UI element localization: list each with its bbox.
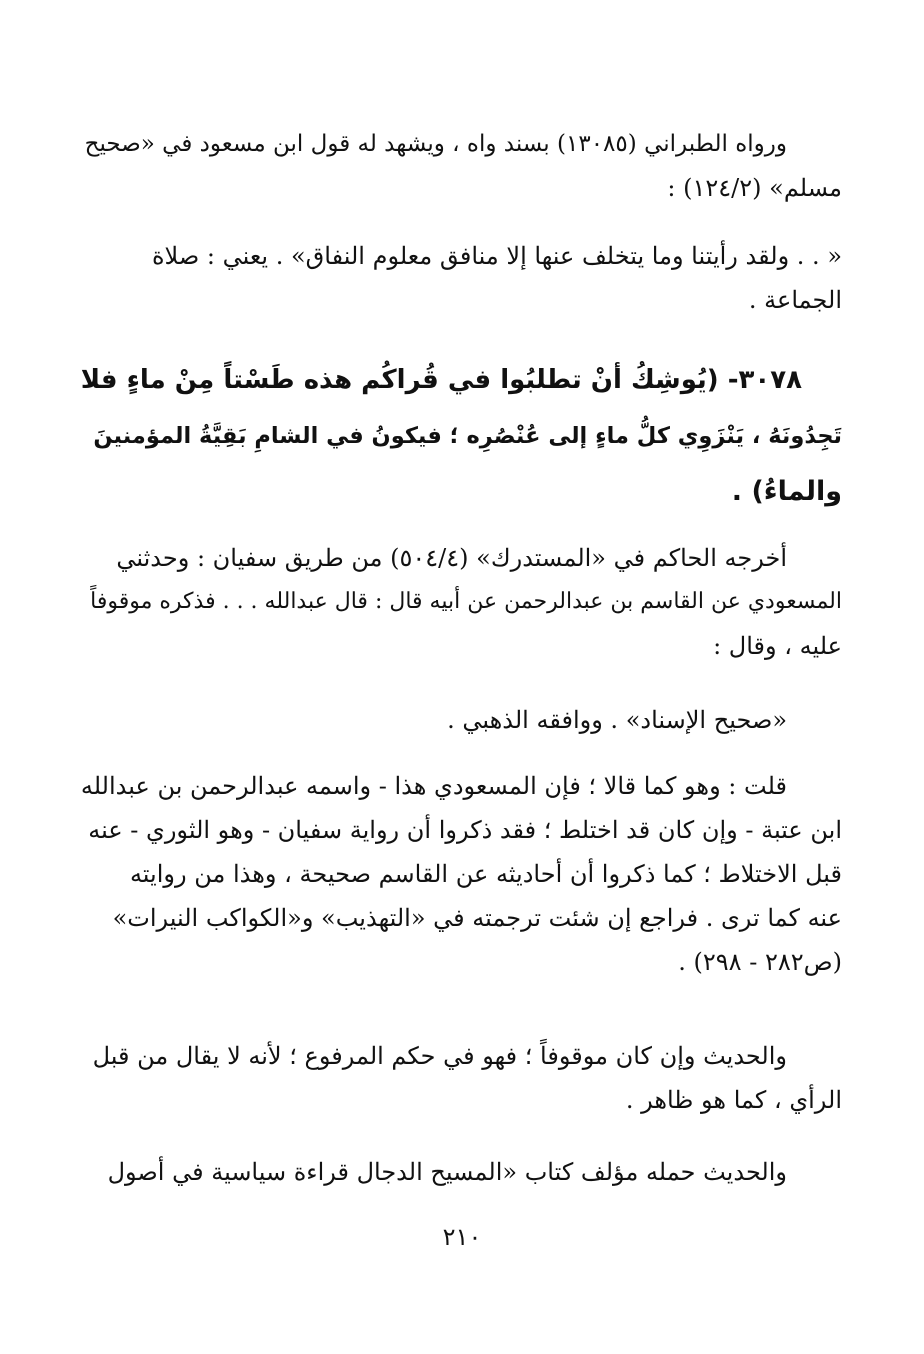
text-line: والحديث حمله مؤلف كتاب «المسيح الدجال قراءة سياسية في أصول — [107, 1158, 787, 1186]
text-line: (ص٢٨٢ - ٢٩٨) . — [678, 948, 842, 976]
text-line: قبل الاختلاط ؛ كما ذكروا أن أحاديثه عن القاسم صحيحة ، وهذا من روايته — [129, 860, 842, 888]
text-line: الجماعة . — [748, 286, 842, 314]
text-line: تَجِدُونَهُ ، يَنْزَوِي كلُّ ماءٍ إلى عُنْصُرِه ؛ فيكونُ في الشامِ بَقِيَّةُ المؤمنينَ — [93, 423, 842, 449]
paragraph-takhrij — [80, 536, 842, 668]
text-line: ورواه الطبراني (١٣٠٨٥) بسند واه ، ويشهد له قول ابن مسعود في «صحيح — [84, 131, 787, 157]
paragraph-hakim-grading — [80, 698, 842, 742]
text-line: مسلم» (١٢٤/٢) : — [667, 174, 842, 202]
hadith-3078 — [80, 352, 842, 520]
paragraph-author-comment — [80, 764, 842, 984]
paragraph-quote — [80, 234, 842, 322]
text-line: والحديث وإن كان موقوفاً ؛ فهو في حكم المرفوع ؛ لأنه لا يقال من قبل — [92, 1042, 787, 1070]
text-line: عليه ، وقال : — [713, 632, 842, 660]
text-line: قلت : وهو كما قالا ؛ فإن المسعودي هذا - واسمه عبدالرحمن بن عبدالله — [80, 772, 787, 800]
text-line: المسعودي عن القاسم بن عبدالرحمن عن أبيه قال : قال عبدالله . . . فذكره موقوفاً — [90, 589, 842, 614]
page-number: ٢١٠ — [442, 1223, 482, 1251]
paragraph-continuation — [80, 1150, 842, 1194]
text-line: « . . ولقد رأيتنا وما يتخلف عنها إلا منافق معلوم النفاق» . يعني : صلاة — [151, 242, 842, 270]
text-line: ٣٠٧٨- (يُوشِكُ أنْ تطلبُوا في قُراكُم هذه طَسْتاً مِنْ ماءٍ فلا — [80, 365, 802, 395]
text-line: أخرجه الحاكم في «المستدرك» (٥٠٤/٤) من طريق سفيان : وحدثني — [116, 544, 787, 572]
text-line: عنه كما ترى . فراجع إن شئت ترجمته في «التهذيب» و«الكواكب النيرات» — [112, 904, 842, 932]
text-line: والماءُ) . — [731, 476, 842, 507]
text-line: ابن عتبة - وإن كان قد اختلط ؛ فقد ذكروا أن رواية سفيان - وهو الثوري - عنه — [88, 816, 842, 844]
text-line: «صحيح الإسناد» . ووافقه الذهبي . — [447, 706, 787, 734]
paragraph-tabarani — [80, 122, 842, 210]
paragraph-marfu-ruling — [80, 1034, 842, 1122]
text-line: الرأي ، كما هو ظاهر . — [625, 1086, 842, 1114]
